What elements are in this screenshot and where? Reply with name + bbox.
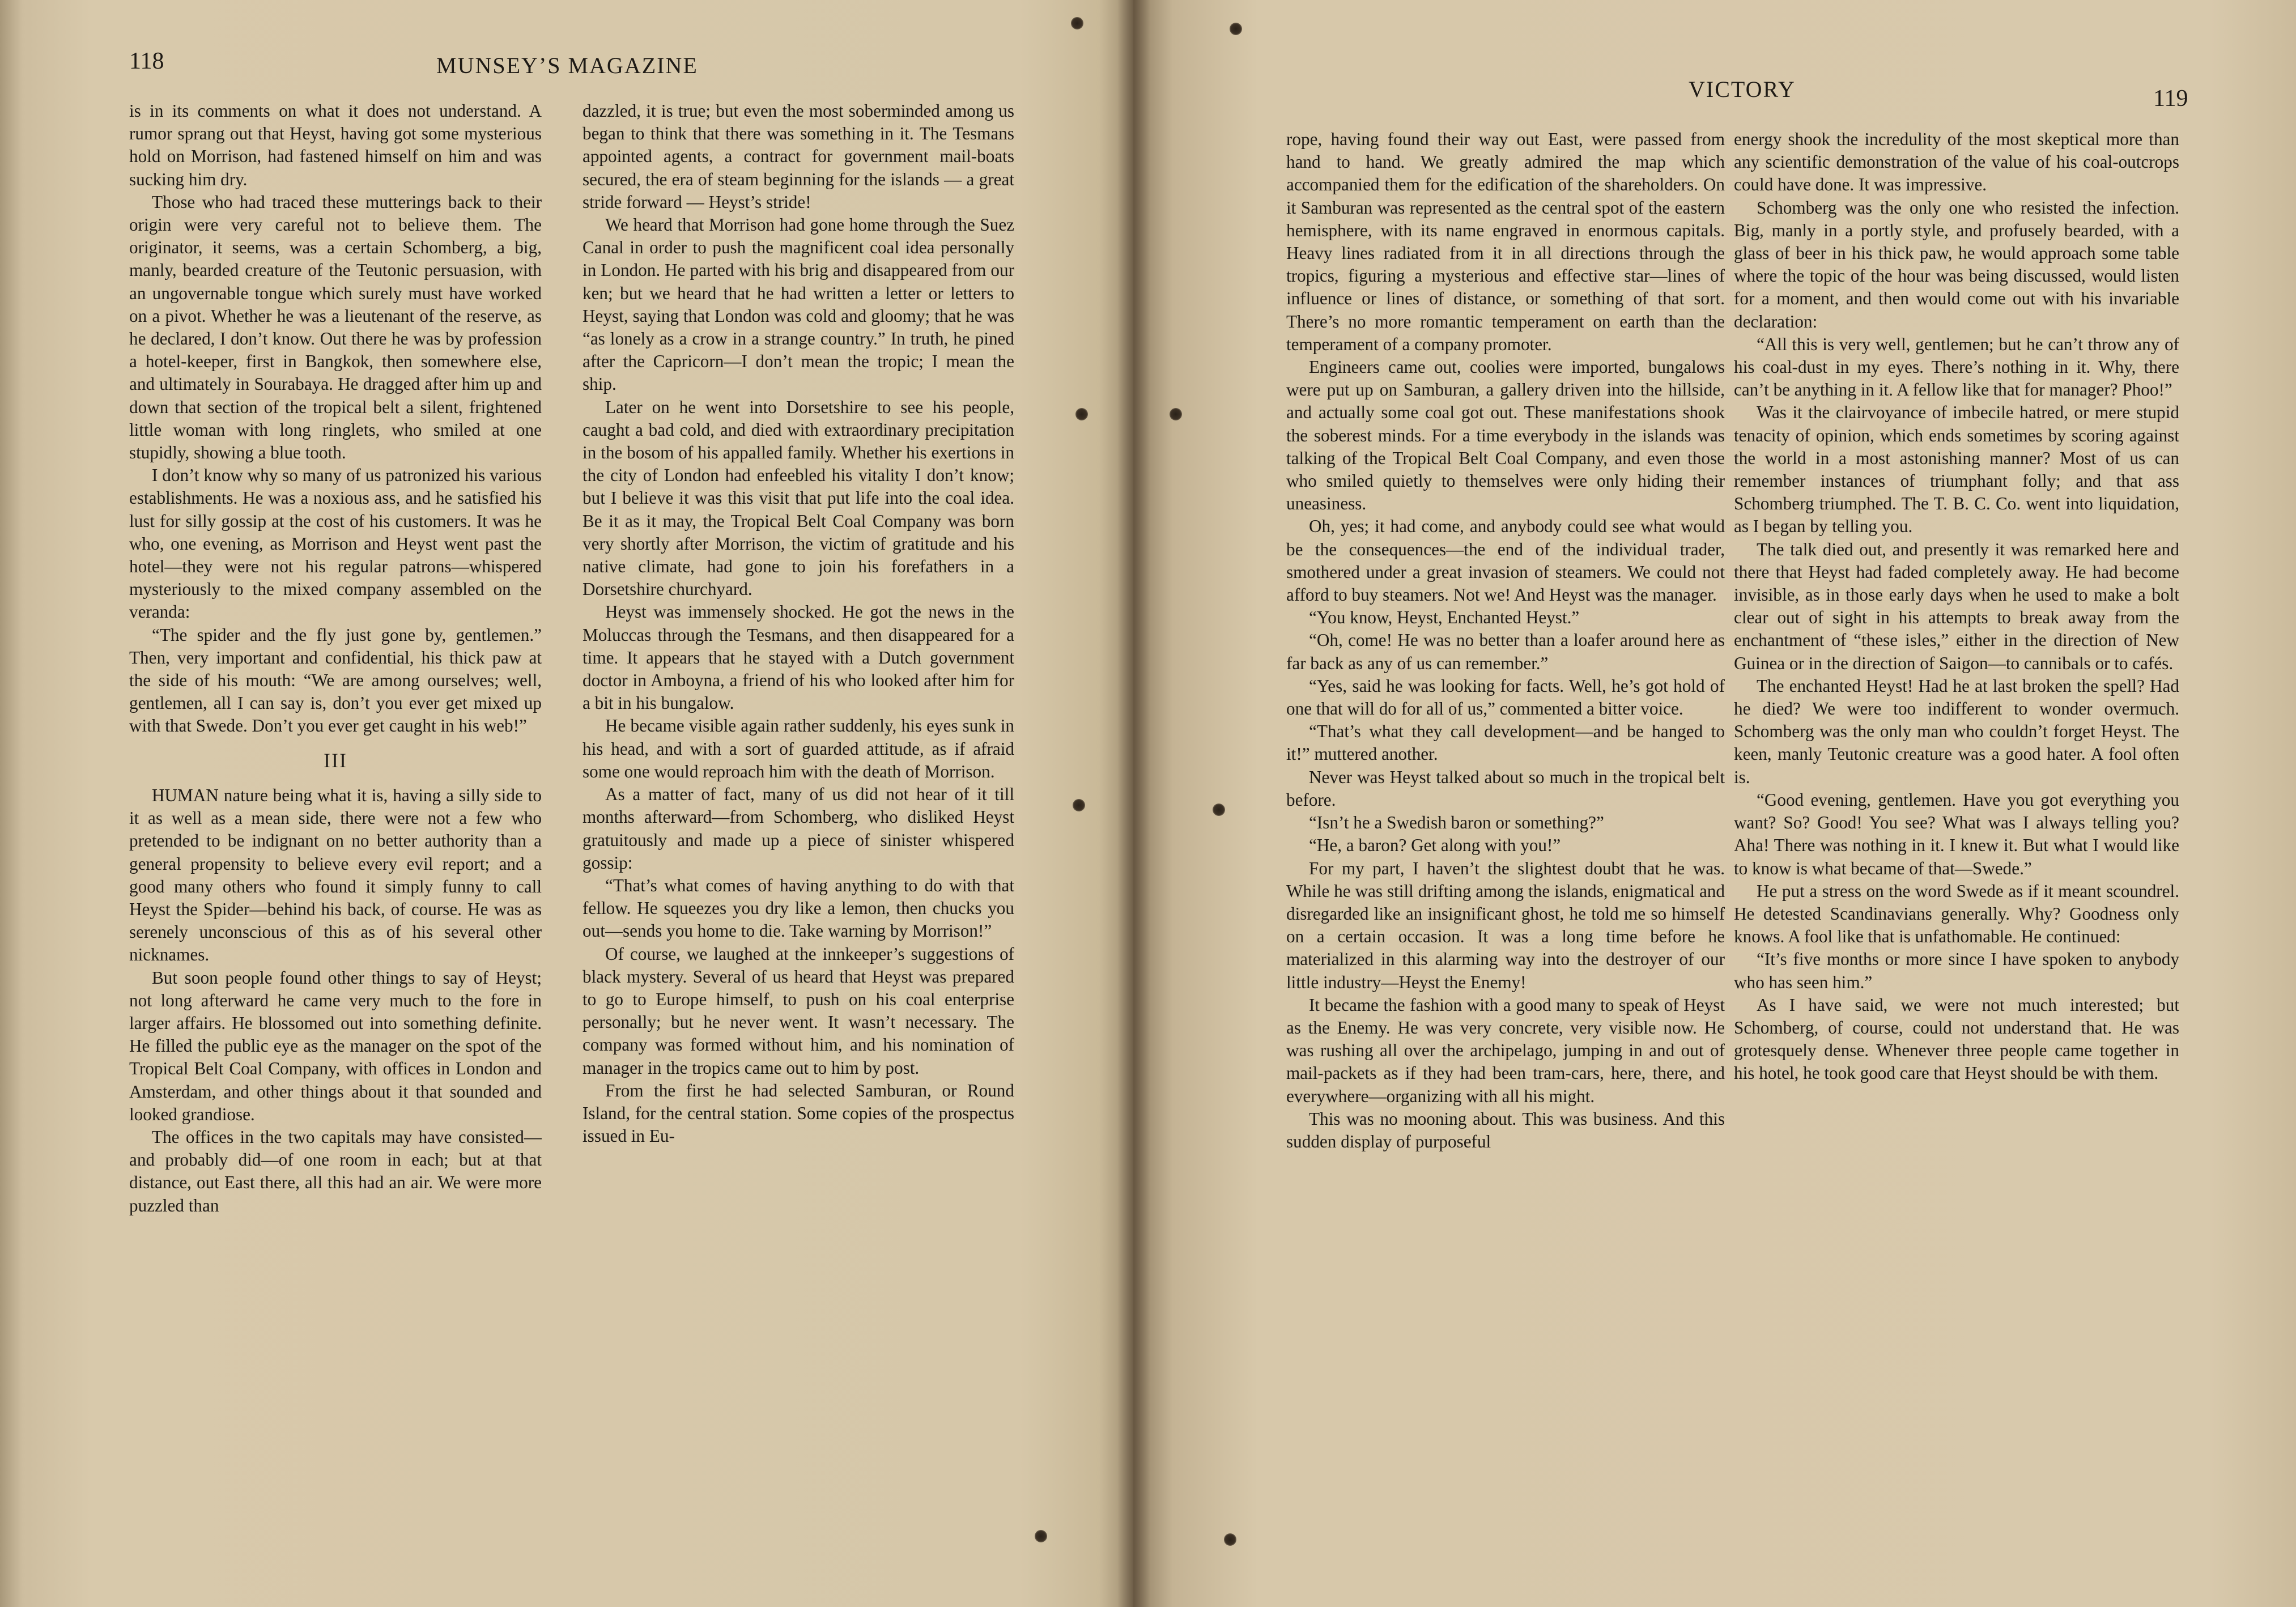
paragraph: But soon people found other things to say of Heyst; not long afterward he came very much to the fore in larger affairs. He blossomed out into something definite. He filled the public eye as the manager on the spot of the Tropical Belt Coal Company, with offices in London and Amsterdam, and other things about it that sounded and looked grandiose. bbox=[129, 967, 542, 1124]
paragraph: “Good evening, gentlemen. Have you got everything you want? So? Good! You see? What was I always telling you? Aha! There was nothing in it. I knew it. But what I would like to know is what became of that—Swede.” bbox=[1734, 789, 2179, 878]
paragraph: I don’t know why so many of us patronized his various establishments. He was a noxious ass, and he satisfied his lust for silly gossip at the cost of his customers. It was he who, one evening, as Morrison and Heyst went past the hotel—they were not his regular patrons—whispered mysteriously to the mixed company assembled on the veranda: bbox=[129, 465, 542, 622]
paragraph: “Oh, come! He was no better than a loafer around here as far back as any of us can remember.” bbox=[1286, 630, 1725, 673]
paragraph: energy shook the incredulity of the most skeptical more than any scientific demonstration of the value of his coal-outcrops could have done. It was impressive. bbox=[1734, 129, 2179, 195]
paragraph: “All this is very well, gentlemen; but he can’t throw any of his coal-dust in my eyes. There’s nothing in it. Why, there can’t be anything in it. A fellow like that for manager? Phoo!” bbox=[1734, 334, 2179, 400]
paragraph: This was no mooning about. This was business. And this sudden display of purposeful bbox=[1286, 1108, 1725, 1151]
paragraph: The offices in the two capitals may have consisted—and probably did—of one room in each; but at that distance, out East there, all this had an air. We were more puzzled than bbox=[129, 1126, 542, 1215]
paragraph: He became visible again rather suddenly, his eyes sunk in his head, and with a sort of guarded attitude, as if afraid some one would reproach him with the death of Morrison. bbox=[582, 716, 1014, 781]
paragraph: As I have said, we were not much interested; but Schomberg, of course, could not understand that. He was grotesquely dense. Whenever three people came together in his hotel, he took good care that Heyst should be with them. bbox=[1734, 994, 2179, 1083]
right-page bbox=[1133, 0, 2296, 1607]
paragraph: “You know, Heyst, Enchanted Heyst.” bbox=[1309, 607, 1580, 628]
paragraph: rope, having found their way out East, were passed from hand to hand. We greatly admired the map which accompanied them for the edification of the shareholders. On it Samburan was represented as the central spot of the eastern hemisphere, with its name engraved in enormous capitals. Heavy lines radiated from it in all directions through the tropics, figuring a mysterious and effective star—lines of influence or lines of distance, or something of that sort. There’s no more romantic temperament on earth than the temperament of a company promoter. bbox=[1286, 129, 1725, 354]
paragraph: is in its comments on what it does not understand. A rumor sprang out that Heyst, having got some mysterious hold on Morrison, had fastened himself on him and was sucking him dry. bbox=[129, 101, 542, 189]
running-head: VICTORY bbox=[1689, 76, 1796, 102]
left-page bbox=[0, 0, 1133, 1607]
paragraph: For my part, I haven’t the slightest doubt that he was. While he was still drifting among the islands, enigmatical and disregarded like an insignificant ghost, he told me so himself on a certain occasion. It was a long time before he materialized in this alarming way into the destroyer of our little industry—Heyst the Enemy! bbox=[1286, 858, 1725, 992]
paragraph: Never was Heyst talked about so much in the tropical belt before. bbox=[1286, 767, 1725, 810]
paragraph: Was it the clairvoyance of imbecile hatred, or mere stupid tenacity of opinion, which ends sometimes by scoring against the world in a most astonishing manner? Most of us can remember instances of triumphant folly; and that ass Schomberg triumphed. The T. B. C. Co. went into liquidation, as I began by telling you. bbox=[1734, 402, 2179, 537]
binding-hole bbox=[1224, 1533, 1236, 1546]
paragraph: Those who had traced these mutterings back to their origin were very careful not to believe them. The originator, it seems, was a certain Schomberg, a big, manly, bearded creature of the Teutonic persuasion, with an ungovernable tongue which surely must have worked on a pivot. Whether he was a lieutenant of the reserve, as he declared, I don’t know. Out there he was by profession a hotel-keeper, first in Bangkok, then somewhere else, and ultimately in Sourabaya. He dragged after him up and down that section of the tropical belt a silent, frightened little woman with long ringlets, who smiled at one stupidly, showing a blue tooth. bbox=[129, 192, 542, 463]
paragraph: It became the fashion with a good many to speak of Heyst as the Enemy. He was very concrete, very visible now. He was rushing all over the archipelago, jumping in and out of mail-packets as if they had been tram-cars, here, there, and everywhere—organizing with all his might. bbox=[1286, 994, 1725, 1106]
binding-hole bbox=[1230, 23, 1242, 35]
binding-hole bbox=[1071, 17, 1083, 29]
paragraph: As a matter of fact, many of us did not hear of it till months afterward—from Schomberg, who disliked Heyst gratuitously and made up a piece of sinister whispered gossip: bbox=[582, 784, 1014, 873]
book-gutter bbox=[1117, 0, 1150, 1607]
paragraph: “That’s what they call development—and be hanged to it!” muttered another. bbox=[1286, 721, 1725, 764]
paragraph: “Yes, said he was looking for facts. Well, he’s got hold of one that will do for all of us,” commented a bitter voice. bbox=[1286, 675, 1725, 719]
right-page-column-1 bbox=[1286, 128, 1725, 1533]
paragraph: The enchanted Heyst! Had he at last broken the spell? Had he died? We were too indifferent to wonder overmuch. Schomberg was the only man who couldn’t forget Heyst. The keen, manly Teutonic creature was a good hater. A fool often is. bbox=[1734, 675, 2179, 787]
paragraph: HUMAN nature being what it is, having a silly side to it as well as a mean side, there were not a few who pretended to be indignant on no better authority than a general propensity to believe every evil report; and a good many others who found it simply funny to call Heyst the Spider—behind his back, of course. He was as serenely unconscious of this as of his several other nicknames. bbox=[129, 785, 542, 965]
left-page-column-1 bbox=[129, 100, 542, 1505]
paragraph: Later on he went into Dorsetshire to see his people, caught a bad cold, and died with extraordinary precipitation in the bosom of his appalled family. Whether his exertions in the city of London had enfeebled his vitality I don’t know; but I believe it was this visit that put life into the coal idea. Be it as it may, the Tropical Belt Coal Company was born very shortly after Morrison, the victim of gratitude and his native climate, had gone to join his forefathers in a Dorsetshire churchyard. bbox=[582, 397, 1014, 600]
paragraph: From the first he had selected Samburan, or Round Island, for the central station. Some copies of the prospectus issued in Eu- bbox=[582, 1080, 1014, 1146]
paragraph: Engineers came out, coolies were imported, bungalows were put up on Samburan, a gallery driven into the hillside, and actually some coal got out. These manifestations shook the soberest minds. For a time everybody in the islands was talking of the Tropical Belt Coal Company, and even those who smiled quietly to themselves were only hiding their uneasiness. bbox=[1286, 357, 1725, 514]
paragraph: “That’s what comes of having anything to do with that fellow. He squeezes you dry like a lemon, then chucks you out—sends you home to die. Take warning by Morrison!” bbox=[582, 875, 1014, 941]
paragraph: The talk died out, and presently it was remarked here and there that Heyst had faded completely away. He had become invisible, as in those early days when he used to make a bolt clear out of sight in his attempts to break away from the enchantment of “these isles,” either in the direction of New Guinea or in the direction of Saigon—to cannibals or to cafés. bbox=[1734, 539, 2179, 673]
left-page-column-2 bbox=[582, 100, 1014, 1505]
binding-hole bbox=[1035, 1530, 1047, 1542]
binding-hole bbox=[1170, 408, 1182, 420]
paragraph: Of course, we laughed at the innkeeper’s suggestions of black mystery. Several of us heard that Heyst was prepared to go to Europe himself, to push on his coal enterprise personally; but he never went. It wasn’t necessary. The company was formed without him, and his nomination of manager in the tropics came out to him by post. bbox=[582, 943, 1014, 1078]
page-number: 118 bbox=[129, 48, 164, 74]
running-head: MUNSEY’S MAGAZINE bbox=[436, 53, 698, 78]
paragraph: Schomberg was the only one who resisted the infection. Big, manly in a portly style, and profusely bearded, with a glass of beer in his thick paw, he would approach some table where the topic of the hour was being discussed, would listen for a moment, and then would come out with his invariable declaration: bbox=[1734, 197, 2179, 331]
paragraph: Oh, yes; it had come, and anybody could see what would be the consequences—the end of the individual trader, smothered under a great invasion of steamers. We could not afford to buy steamers. Not we! And Heyst was the manager. bbox=[1286, 516, 1725, 605]
paragraph: “Isn’t he a Swedish baron or something?” bbox=[1309, 813, 1604, 833]
paragraph: We heard that Morrison had gone home through the Suez Canal in order to push the magnificent coal idea personally in London. He parted with his brig and disappeared from our ken; but we heard that he had written a letter or letters to Heyst, saying that London was cold and gloomy; that he was “as lonely as a crow in a strange country.” In truth, he pined after the Capricorn—I don’t mean the tropic; I mean the ship. bbox=[582, 215, 1014, 394]
binding-hole bbox=[1213, 803, 1225, 816]
right-page-column-2 bbox=[1734, 128, 2179, 1533]
binding-hole bbox=[1073, 799, 1085, 811]
paragraph: “It’s five months or more since I have spoken to anybody who has seen him.” bbox=[1734, 949, 2179, 992]
paragraph: Heyst was immensely shocked. He got the news in the Moluccas through the Tesmans, and then disappeared for a time. It appears that he stayed with a Dutch government doctor in Amboyna, a friend of his who looked after him for a bit in his bungalow. bbox=[582, 602, 1014, 713]
paragraph: He put a stress on the word Swede as if it meant scoundrel. He detested Scandinavians generally. Why? Goodness only knows. A fool like that is unfathomable. He continued: bbox=[1734, 881, 2179, 947]
page-number: 119 bbox=[2153, 86, 2188, 112]
paragraph: “He, a baron? Get along with you!” bbox=[1309, 835, 1561, 856]
paragraph: “The spider and the fly just gone by, gentlemen.” Then, very important and confidential, his thick paw at the side of his mouth: “We are among ourselves; well, gentlemen, all I can say is, don’t you ever get mixed up with that Swede. Don’t you ever get caught in his web!” bbox=[129, 624, 542, 736]
section-heading: III bbox=[324, 749, 347, 772]
binding-hole bbox=[1075, 408, 1088, 420]
paragraph: dazzled, it is true; but even the most soberminded among us began to think that there was something in it. The Tesmans appointed agents, a contract for government mail-boats secured, the era of steam beginning for the islands — a great stride forward — Heyst’s stride! bbox=[582, 101, 1014, 212]
